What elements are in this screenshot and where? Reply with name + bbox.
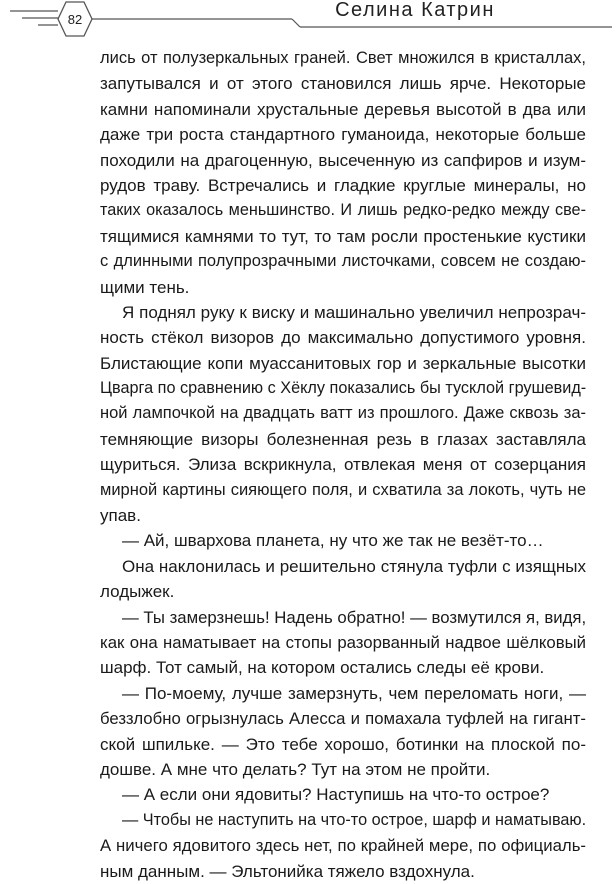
text-line: лодыжек. — [100, 582, 175, 602]
text-line: Цварга по сравнению с Хёклу показались бы тусклой грушевид- — [100, 379, 587, 398]
page-number: 82 — [67, 12, 83, 27]
text-line: рудов траву. Встречались и гладкие круглые минералы, но — [100, 175, 586, 195]
text-line: ной лампочкой на двадцать ватт из прошлого. Даже сквозь за- — [100, 404, 586, 423]
text-line: даже три роста стандартного гуманоида, некоторые больше — [100, 125, 586, 145]
text-line: с длинными полупрозрачными листочками, совсем не создаю- — [100, 252, 586, 271]
dialogue-line: — Ты замерзнешь! Надень обратно! — возмутился я, видя, — [122, 607, 587, 627]
text-line: как она наматывает на стопы разорванный надвое шёлковый — [100, 632, 586, 652]
text-line: таких оказалось меньшинство. И лишь редко-редко между све- — [100, 201, 586, 220]
dialogue-line: — По-моему, лучше замерзнуть, чем переломать ноги, — — [122, 683, 586, 703]
text-line: упав. — [100, 506, 141, 526]
dialogue-line: — Ай, швархова планета, ну что же так не везёт-то… — [122, 531, 544, 551]
text-line: Блистающие копи муассанитовых гор и зеркальные высотки — [100, 353, 586, 373]
text-line: мирной картины сияющего поля, и схватила за локоть, чуть не — [100, 480, 586, 499]
text-line: ность стёкол визоров до максимально допустимого уровня. — [100, 328, 586, 348]
page-header — [0, 0, 616, 48]
text-line: щими тень. — [100, 277, 190, 297]
text-line: темняющие визоры болезненная резь в глазах заставляла — [100, 429, 586, 449]
text-line: камни напоминали хрустальные деревья высотой в два или — [100, 99, 586, 119]
paragraph-first-line: Я поднял руку к виску и машинально увеличил непрозрач- — [122, 302, 586, 322]
text-line: шарф. Тот самый, на котором остались следы её крови. — [100, 658, 545, 678]
running-title: Селина Катрин — [335, 0, 495, 21]
text-line: лись от полузеркальных граней. Свет множился в кристаллах, — [100, 49, 586, 67]
text-line: А ничего ядовитого здесь нет, по крайней мере, по официаль- — [100, 836, 586, 856]
dialogue-line: — Чтобы не наступить на что-то острое, шарф и наматываю. — [122, 810, 587, 829]
text-line: ным данным. — Эльтонийка тяжело вздохнула. — [100, 861, 475, 881]
text-line: походили на драгоценную, высеченную из сапфиров и изум- — [100, 150, 586, 170]
dialogue-line: — А если они ядовиты? Наступишь на что-то острое? — [122, 785, 550, 805]
body-text — [100, 46, 586, 884]
text-line: запутывался и от этого становился лишь ярче. Некоторые — [100, 74, 586, 94]
text-line: щуриться. Элиза вскрикнула, отвлекая меня от созерцания — [100, 455, 586, 475]
text-line: тящимися камнями то тут, то там росли простенькие кустики — [100, 226, 586, 246]
paragraph-first-line: Она наклонилась и решительно стянула туфли с изящных — [122, 556, 586, 576]
text-line: беззлобно огрызнулась Алесса и помахала туфлей на гигант- — [100, 709, 586, 729]
text-line: ской шпильке. — Это тебе хорошо, ботинки на плоской по- — [100, 734, 586, 754]
text-line: дошве. А мне что делать? Тут на этом не пройти. — [100, 759, 491, 779]
